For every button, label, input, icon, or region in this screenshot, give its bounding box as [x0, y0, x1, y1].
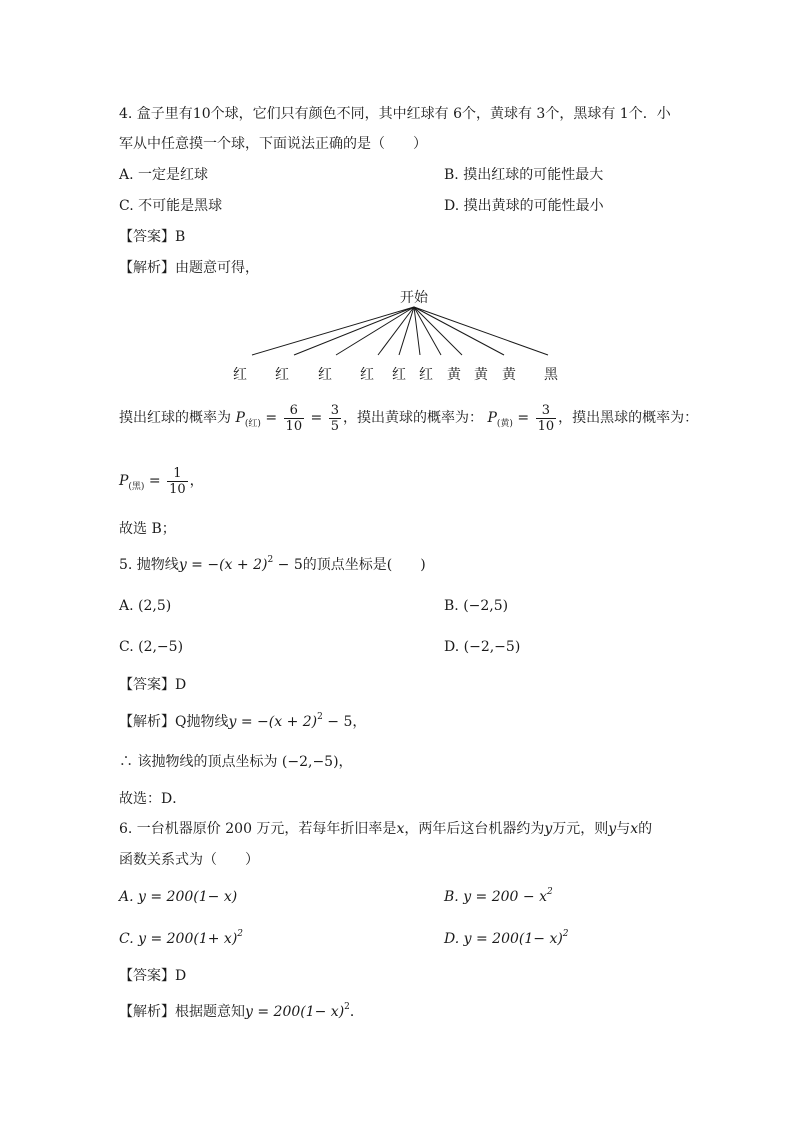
frac-black-den: 10: [169, 481, 186, 497]
prob-eq-2: =: [310, 410, 323, 426]
q6-analysis-tail: ．: [349, 1004, 364, 1020]
q6-option-c-sup: 2: [237, 929, 244, 939]
q5-analysis-tail: − 5，: [322, 714, 367, 730]
q6-analysis-sup: 2: [344, 1002, 350, 1012]
q6-stem-b: ，两年后这台机器约为: [404, 821, 545, 837]
prob-eq-1: =: [265, 410, 278, 426]
q6-option-d-sup: 2: [562, 929, 569, 939]
prob-eq-4: =: [148, 473, 161, 489]
tree-leaf: 黄: [447, 367, 461, 383]
tree-leaf: 红: [318, 367, 332, 383]
q6-stem-line2: 函数关系式为（ ）: [119, 852, 259, 868]
prob-sub-red: (红): [244, 419, 261, 429]
q6-stem-e: 的: [638, 821, 653, 837]
frac-yellow-den: 10: [537, 418, 555, 434]
q5-stem-sup: 2: [267, 555, 274, 565]
prob-sub-yellow: (黄): [496, 419, 513, 429]
tree-branch: [336, 307, 414, 355]
q6-analysis-formula: y = 200(1− x): [245, 1004, 345, 1020]
q5-answer: 【答案】D: [119, 677, 187, 693]
q5-analysis-prefix: 【解析】Q抛物线: [119, 714, 229, 730]
tree-leaf: 红: [275, 367, 289, 383]
prob-eq-3: =: [517, 410, 530, 426]
tree-branch: [414, 307, 420, 355]
q4-option-d: D. 摸出黄球的可能性最小: [444, 198, 604, 214]
q5-analysis-sup: 2: [317, 712, 323, 722]
tree-root: 开始: [400, 290, 428, 306]
q6-stem-line1: [119, 819, 652, 839]
q6-option-d: [444, 929, 569, 949]
q6-option-b-text: B. y = 200 − x: [444, 889, 547, 905]
q6-option-c-text: C. y = 200(1+ x): [119, 931, 238, 947]
tree-leaf: 黑: [544, 367, 558, 383]
prob-sub-black: (黑): [128, 482, 145, 492]
frac-red-1-num: 6: [284, 403, 305, 419]
q6-var-x: x: [396, 821, 405, 837]
q5-stem: [119, 555, 426, 575]
frac-black-num: 1: [167, 466, 188, 482]
frac-red-2: [329, 403, 341, 434]
prob-text-black: ，摸出黑球的概率为：: [558, 410, 699, 426]
tree-branch: [414, 307, 462, 355]
tree-branch: [414, 307, 548, 355]
q5-stem-suffix: 的顶点坐标是( ): [302, 557, 426, 573]
q4-analysis-intro: 【解析】由题意可得，: [119, 260, 259, 276]
q6-option-b-sup: 2: [546, 887, 553, 897]
frac-red-2-den: 5: [330, 418, 340, 434]
q4-prob-line: [119, 400, 698, 442]
q6-stem-a: 6. 一台机器原价 200 万元，若每年折旧率是: [119, 821, 397, 837]
frac-yellow-num: 3: [536, 403, 557, 419]
q6-stem-c: 万元，则: [552, 821, 609, 837]
q4-prob-black-line: [119, 463, 204, 505]
q6-option-a: A. y = 200(1− x): [119, 889, 238, 905]
tree-leaf: 黄: [474, 367, 488, 383]
q4-stem-line1: 4. 盒子里有10个球，它们只有颜色不同，其中红球有 6个，黄球有 3个，黑球有 1个．小: [119, 106, 671, 122]
q4-stem-line2: 军从中任意摸一个球，下面说法正确的是（ ）: [119, 136, 427, 152]
q5-option-b: B. (−2,5): [444, 598, 509, 614]
q5-stem-formula-tail: − 5: [273, 557, 303, 573]
frac-red-1: [284, 403, 305, 434]
q5-analysis: [119, 712, 366, 732]
prob-comma: ，: [189, 473, 204, 489]
q5-stem-prefix: 5. 抛物线: [119, 557, 179, 573]
q5-option-a: A. (2,5): [119, 598, 172, 614]
prob-p-red: P: [235, 410, 245, 426]
q6-option-c: [119, 929, 243, 949]
q4-option-c: C. 不可能是黑球: [119, 198, 223, 214]
q6-option-d-text: D. y = 200(1− x): [444, 931, 563, 947]
tree-leaf: 红: [233, 367, 247, 383]
q5-conclusion: 故选：D．: [119, 791, 187, 807]
q6-var-x-2: x: [630, 821, 639, 837]
q4-conclusion: 故选 B；: [119, 521, 176, 537]
q5-therefore: ∴ 该抛物线的顶点坐标为 (−2,−5)，: [119, 754, 353, 770]
tree-leaf: 红: [392, 367, 406, 383]
q6-stem-d: 与: [616, 821, 631, 837]
tree-leaf: 红: [419, 367, 433, 383]
q5-option-d: D. (−2,−5): [444, 639, 521, 655]
q4-answer: 【答案】B: [119, 229, 186, 245]
q6-analysis: [119, 1002, 364, 1022]
q4-option-a: A. 一定是红球: [119, 167, 209, 183]
prob-p-yellow: P: [487, 410, 497, 426]
tree-leaf: 黄: [502, 367, 516, 383]
q6-analysis-prefix: 【解析】根据题意知: [119, 1004, 245, 1020]
frac-red-2-num: 3: [330, 402, 340, 418]
q5-analysis-formula: y = −(x + 2): [228, 714, 318, 730]
q6-var-y: y: [544, 821, 553, 837]
q6-option-b: [444, 887, 553, 907]
q4-option-b: B. 摸出红球的可能性最大: [444, 167, 604, 183]
tree-branch: [252, 307, 414, 355]
prob-text-red: 摸出红球的概率为: [119, 410, 231, 426]
q5-option-c: C. (2,−5): [119, 639, 184, 655]
prob-p-black: P: [119, 473, 129, 489]
q6-var-y-2: y: [608, 821, 617, 837]
tree-leaf: 红: [360, 367, 374, 383]
prob-text-yellow: ，摸出黄球的概率为：: [343, 410, 484, 426]
frac-yellow: [536, 403, 557, 434]
frac-red-1-den: 10: [285, 418, 303, 434]
q6-answer: 【答案】D: [119, 968, 187, 984]
q5-stem-formula: y = −(x + 2): [178, 557, 268, 573]
frac-black: [167, 466, 188, 497]
tree-branch: [399, 307, 414, 355]
